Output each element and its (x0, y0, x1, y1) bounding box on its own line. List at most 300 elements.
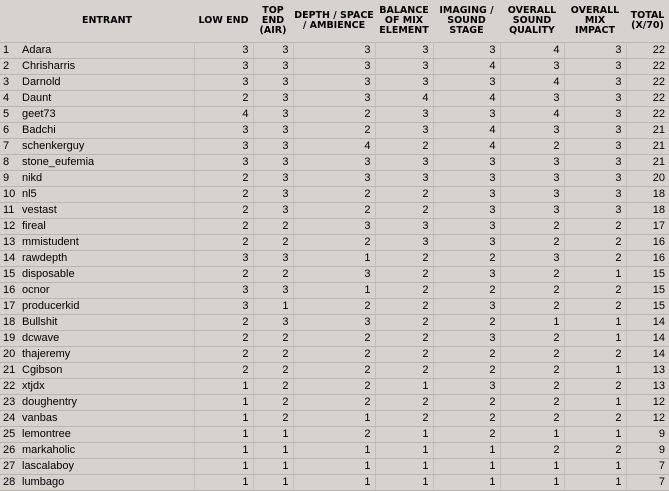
impact-score: 2 (564, 379, 626, 395)
depth-score: 3 (293, 75, 375, 91)
quality-score: 2 (500, 219, 564, 235)
quality-score: 2 (500, 267, 564, 283)
quality-score: 2 (500, 139, 564, 155)
impact-score: 1 (564, 267, 626, 283)
top-end-score: 3 (253, 75, 293, 91)
balance-score: 2 (375, 347, 433, 363)
entrant-name: stone_eufemia (20, 155, 194, 171)
rank-cell: 22 (0, 379, 20, 395)
quality-score: 3 (500, 155, 564, 171)
balance-score: 1 (375, 427, 433, 443)
total-score: 14 (626, 315, 669, 331)
imaging-score: 2 (433, 363, 500, 379)
total-score: 22 (626, 107, 669, 123)
total-score: 12 (626, 411, 669, 427)
imaging-score: 4 (433, 139, 500, 155)
imaging-score: 3 (433, 107, 500, 123)
depth-score: 2 (293, 331, 375, 347)
balance-score: 1 (375, 475, 433, 491)
entrant-name: thajeremy (20, 347, 194, 363)
table-row (0, 203, 669, 219)
entrant-name: lemontree (20, 427, 194, 443)
depth-score: 3 (293, 91, 375, 107)
quality-score: 1 (500, 427, 564, 443)
low-end-score: 2 (194, 267, 253, 283)
impact-score: 3 (564, 171, 626, 187)
header-imaging: IMAGING / SOUND STAGE (439, 5, 494, 36)
total-score: 21 (626, 155, 669, 171)
entrant-name: rawdepth (20, 251, 194, 267)
entrant-name: doughentry (20, 395, 194, 411)
rank-cell: 4 (0, 91, 20, 107)
low-end-score: 1 (194, 427, 253, 443)
impact-score: 3 (564, 59, 626, 75)
balance-score: 3 (375, 123, 433, 139)
top-end-score: 1 (253, 427, 293, 443)
top-end-score: 3 (253, 107, 293, 123)
quality-score: 1 (500, 315, 564, 331)
quality-score: 4 (500, 107, 564, 123)
imaging-score: 2 (433, 283, 500, 299)
imaging-score: 3 (433, 299, 500, 315)
impact-score: 1 (564, 427, 626, 443)
top-end-score: 3 (253, 171, 293, 187)
table-row (0, 75, 669, 91)
balance-score: 2 (375, 395, 433, 411)
depth-score: 1 (293, 459, 375, 475)
quality-score: 2 (500, 379, 564, 395)
balance-score: 3 (375, 59, 433, 75)
depth-score: 1 (293, 411, 375, 427)
total-score: 13 (626, 379, 669, 395)
depth-score: 2 (293, 235, 375, 251)
imaging-score: 3 (433, 187, 500, 203)
balance-score: 3 (375, 43, 433, 59)
depth-score: 2 (293, 123, 375, 139)
entrant-name: Cgibson (20, 363, 194, 379)
quality-score: 3 (500, 59, 564, 75)
table-row (0, 395, 669, 411)
table-row (0, 251, 669, 267)
impact-score: 2 (564, 251, 626, 267)
depth-score: 2 (293, 187, 375, 203)
total-score: 16 (626, 235, 669, 251)
top-end-score: 2 (253, 395, 293, 411)
balance-score: 2 (375, 267, 433, 283)
entrant-name: nikd (20, 171, 194, 187)
entrant-name: producerkid (20, 299, 194, 315)
table-row (0, 299, 669, 315)
imaging-score: 4 (433, 91, 500, 107)
depth-score: 2 (293, 395, 375, 411)
imaging-score: 2 (433, 251, 500, 267)
balance-score: 3 (375, 107, 433, 123)
balance-score: 2 (375, 363, 433, 379)
rank-cell: 26 (0, 443, 20, 459)
top-end-score: 3 (253, 59, 293, 75)
quality-score: 1 (500, 459, 564, 475)
depth-score: 1 (293, 251, 375, 267)
rank-cell: 25 (0, 427, 20, 443)
low-end-score: 1 (194, 395, 253, 411)
low-end-score: 2 (194, 347, 253, 363)
imaging-score: 3 (433, 75, 500, 91)
top-end-score: 1 (253, 299, 293, 315)
top-end-score: 2 (253, 235, 293, 251)
table-row (0, 43, 669, 59)
rank-cell: 15 (0, 267, 20, 283)
entrant-name: ocnor (20, 283, 194, 299)
rank-cell: 9 (0, 171, 20, 187)
total-score: 16 (626, 251, 669, 267)
quality-score: 2 (500, 443, 564, 459)
impact-score: 3 (564, 91, 626, 107)
depth-score: 2 (293, 107, 375, 123)
rank-cell: 16 (0, 283, 20, 299)
table-row (0, 283, 669, 299)
top-end-score: 3 (253, 155, 293, 171)
imaging-score: 1 (433, 475, 500, 491)
impact-score: 3 (564, 107, 626, 123)
balance-score: 3 (375, 235, 433, 251)
total-score: 13 (626, 363, 669, 379)
total-score: 22 (626, 43, 669, 59)
imaging-score: 3 (433, 155, 500, 171)
total-score: 22 (626, 59, 669, 75)
impact-score: 2 (564, 347, 626, 363)
impact-score: 3 (564, 139, 626, 155)
low-end-score: 2 (194, 91, 253, 107)
impact-score: 1 (564, 315, 626, 331)
depth-score: 2 (293, 347, 375, 363)
depth-score: 4 (293, 139, 375, 155)
balance-score: 3 (375, 219, 433, 235)
impact-score: 1 (564, 395, 626, 411)
quality-score: 2 (500, 235, 564, 251)
total-score: 17 (626, 219, 669, 235)
balance-score: 3 (375, 171, 433, 187)
impact-score: 3 (564, 123, 626, 139)
top-end-score: 2 (253, 267, 293, 283)
imaging-score: 2 (433, 427, 500, 443)
header-entrant: ENTRANT (81, 15, 133, 26)
imaging-score: 1 (433, 443, 500, 459)
table-row (0, 59, 669, 75)
low-end-score: 3 (194, 155, 253, 171)
rank-cell: 7 (0, 139, 20, 155)
low-end-score: 1 (194, 443, 253, 459)
quality-score: 3 (500, 171, 564, 187)
entrant-name: Daunt (20, 91, 194, 107)
entrant-name: Bullshit (20, 315, 194, 331)
top-end-score: 3 (253, 123, 293, 139)
total-score: 9 (626, 427, 669, 443)
low-end-score: 2 (194, 171, 253, 187)
balance-score: 2 (375, 139, 433, 155)
imaging-score: 3 (433, 379, 500, 395)
entrant-name: schenkerguy (20, 139, 194, 155)
depth-score: 1 (293, 283, 375, 299)
quality-score: 3 (500, 251, 564, 267)
depth-score: 2 (293, 299, 375, 315)
imaging-score: 1 (433, 459, 500, 475)
entrant-name: Chrisharris (20, 59, 194, 75)
low-end-score: 2 (194, 187, 253, 203)
table-row (0, 219, 669, 235)
header-impact: OVERALL MIX IMPACT (570, 5, 620, 36)
balance-score: 2 (375, 283, 433, 299)
entrant-name: fireal (20, 219, 194, 235)
low-end-score: 1 (194, 475, 253, 491)
quality-score: 3 (500, 203, 564, 219)
balance-score: 2 (375, 331, 433, 347)
total-score: 21 (626, 139, 669, 155)
balance-score: 2 (375, 299, 433, 315)
entrant-name: dcwave (20, 331, 194, 347)
low-end-score: 1 (194, 411, 253, 427)
top-end-score: 1 (253, 475, 293, 491)
depth-score: 2 (293, 203, 375, 219)
rank-cell: 1 (0, 43, 20, 59)
table-row (0, 155, 669, 171)
quality-score: 2 (500, 299, 564, 315)
rank-cell: 21 (0, 363, 20, 379)
low-end-score: 3 (194, 251, 253, 267)
low-end-score: 1 (194, 459, 253, 475)
entrant-name: disposable (20, 267, 194, 283)
balance-score: 1 (375, 443, 433, 459)
table-row (0, 107, 669, 123)
rank-cell: 14 (0, 251, 20, 267)
quality-score: 2 (500, 395, 564, 411)
rank-cell: 10 (0, 187, 20, 203)
low-end-score: 2 (194, 315, 253, 331)
top-end-score: 2 (253, 219, 293, 235)
impact-score: 1 (564, 475, 626, 491)
table-row (0, 91, 669, 107)
imaging-score: 2 (433, 411, 500, 427)
header-row (0, 0, 669, 43)
table-row (0, 347, 669, 363)
entrant-name: lascalaboy (20, 459, 194, 475)
top-end-score: 3 (253, 43, 293, 59)
balance-score: 2 (375, 187, 433, 203)
entrant-name: Badchi (20, 123, 194, 139)
impact-score: 2 (564, 219, 626, 235)
top-end-score: 2 (253, 363, 293, 379)
total-score: 12 (626, 395, 669, 411)
table-row (0, 123, 669, 139)
rank-cell: 19 (0, 331, 20, 347)
imaging-score: 4 (433, 59, 500, 75)
table-row (0, 235, 669, 251)
low-end-score: 3 (194, 139, 253, 155)
total-score: 15 (626, 299, 669, 315)
total-score: 18 (626, 203, 669, 219)
depth-score: 3 (293, 43, 375, 59)
depth-score: 3 (293, 171, 375, 187)
impact-score: 2 (564, 443, 626, 459)
depth-score: 3 (293, 315, 375, 331)
header-low-end: LOW END (198, 15, 249, 26)
impact-score: 2 (564, 235, 626, 251)
balance-score: 2 (375, 411, 433, 427)
depth-score: 2 (293, 363, 375, 379)
quality-score: 3 (500, 187, 564, 203)
total-score: 7 (626, 459, 669, 475)
table-row (0, 411, 669, 427)
header-quality: OVERALL SOUND QUALITY (507, 5, 557, 36)
top-end-score: 3 (253, 251, 293, 267)
depth-score: 3 (293, 59, 375, 75)
table-row (0, 443, 669, 459)
depth-score: 1 (293, 443, 375, 459)
low-end-score: 2 (194, 363, 253, 379)
top-end-score: 2 (253, 331, 293, 347)
rank-cell: 3 (0, 75, 20, 91)
entrant-name: vanbas (20, 411, 194, 427)
top-end-score: 3 (253, 187, 293, 203)
low-end-score: 1 (194, 379, 253, 395)
depth-score: 1 (293, 475, 375, 491)
low-end-score: 2 (194, 331, 253, 347)
imaging-score: 2 (433, 315, 500, 331)
entrant-name: mmistudent (20, 235, 194, 251)
total-score: 7 (626, 475, 669, 491)
total-score: 15 (626, 267, 669, 283)
low-end-score: 3 (194, 123, 253, 139)
impact-score: 2 (564, 299, 626, 315)
top-end-score: 3 (253, 315, 293, 331)
quality-score: 3 (500, 123, 564, 139)
imaging-score: 3 (433, 235, 500, 251)
rank-cell: 27 (0, 459, 20, 475)
total-score: 14 (626, 331, 669, 347)
top-end-score: 3 (253, 91, 293, 107)
header-top-end: TOP END (AIR) (259, 5, 287, 36)
rank-cell: 20 (0, 347, 20, 363)
balance-score: 3 (375, 75, 433, 91)
header-rank (0, 0, 20, 43)
table-row (0, 427, 669, 443)
imaging-score: 3 (433, 171, 500, 187)
balance-score: 4 (375, 91, 433, 107)
balance-score: 2 (375, 251, 433, 267)
entrant-name: geet73 (20, 107, 194, 123)
top-end-score: 2 (253, 347, 293, 363)
table-row (0, 267, 669, 283)
top-end-score: 2 (253, 379, 293, 395)
impact-score: 3 (564, 187, 626, 203)
top-end-score: 3 (253, 203, 293, 219)
quality-score: 2 (500, 411, 564, 427)
entrant-name: Adara (20, 43, 194, 59)
entrant-name: lumbago (20, 475, 194, 491)
table-row (0, 187, 669, 203)
impact-score: 1 (564, 363, 626, 379)
entrant-name: Darnold (20, 75, 194, 91)
rank-cell: 23 (0, 395, 20, 411)
rank-cell: 13 (0, 235, 20, 251)
impact-score: 1 (564, 459, 626, 475)
top-end-score: 2 (253, 411, 293, 427)
balance-score: 2 (375, 203, 433, 219)
low-end-score: 2 (194, 235, 253, 251)
rank-cell: 2 (0, 59, 20, 75)
quality-score: 2 (500, 331, 564, 347)
impact-score: 2 (564, 283, 626, 299)
rank-cell: 11 (0, 203, 20, 219)
low-end-score: 3 (194, 75, 253, 91)
table-row (0, 379, 669, 395)
low-end-score: 3 (194, 283, 253, 299)
quality-score: 2 (500, 347, 564, 363)
table-row (0, 315, 669, 331)
imaging-score: 3 (433, 331, 500, 347)
imaging-score: 2 (433, 347, 500, 363)
total-score: 20 (626, 171, 669, 187)
header-depth: DEPTH / SPACE / AMBIENCE (294, 10, 374, 31)
depth-score: 2 (293, 379, 375, 395)
quality-score: 4 (500, 43, 564, 59)
entrant-name: xtjdx (20, 379, 194, 395)
balance-score: 1 (375, 379, 433, 395)
impact-score: 3 (564, 75, 626, 91)
rank-cell: 17 (0, 299, 20, 315)
rank-cell: 8 (0, 155, 20, 171)
low-end-score: 2 (194, 203, 253, 219)
quality-score: 2 (500, 283, 564, 299)
low-end-score: 3 (194, 59, 253, 75)
rank-cell: 24 (0, 411, 20, 427)
low-end-score: 2 (194, 219, 253, 235)
top-end-score: 3 (253, 139, 293, 155)
imaging-score: 3 (433, 267, 500, 283)
header-balance: BALANCE OF MIX ELEMENT (379, 5, 429, 36)
rank-cell: 5 (0, 107, 20, 123)
imaging-score: 4 (433, 123, 500, 139)
impact-score: 3 (564, 203, 626, 219)
rank-cell: 18 (0, 315, 20, 331)
total-score: 21 (626, 123, 669, 139)
quality-score: 3 (500, 91, 564, 107)
total-score: 15 (626, 283, 669, 299)
depth-score: 3 (293, 155, 375, 171)
total-score: 18 (626, 187, 669, 203)
table-row (0, 171, 669, 187)
table-row (0, 459, 669, 475)
quality-score: 1 (500, 475, 564, 491)
quality-score: 4 (500, 75, 564, 91)
total-score: 9 (626, 443, 669, 459)
impact-score: 3 (564, 43, 626, 59)
top-end-score: 3 (253, 283, 293, 299)
impact-score: 1 (564, 331, 626, 347)
imaging-score: 3 (433, 43, 500, 59)
rank-cell: 6 (0, 123, 20, 139)
low-end-score: 4 (194, 107, 253, 123)
header-total: TOTAL (X/70) (630, 10, 665, 31)
depth-score: 2 (293, 427, 375, 443)
table-row (0, 331, 669, 347)
balance-score: 1 (375, 459, 433, 475)
top-end-score: 1 (253, 443, 293, 459)
depth-score: 3 (293, 219, 375, 235)
impact-score: 2 (564, 411, 626, 427)
balance-score: 2 (375, 315, 433, 331)
balance-score: 3 (375, 155, 433, 171)
imaging-score: 2 (433, 395, 500, 411)
